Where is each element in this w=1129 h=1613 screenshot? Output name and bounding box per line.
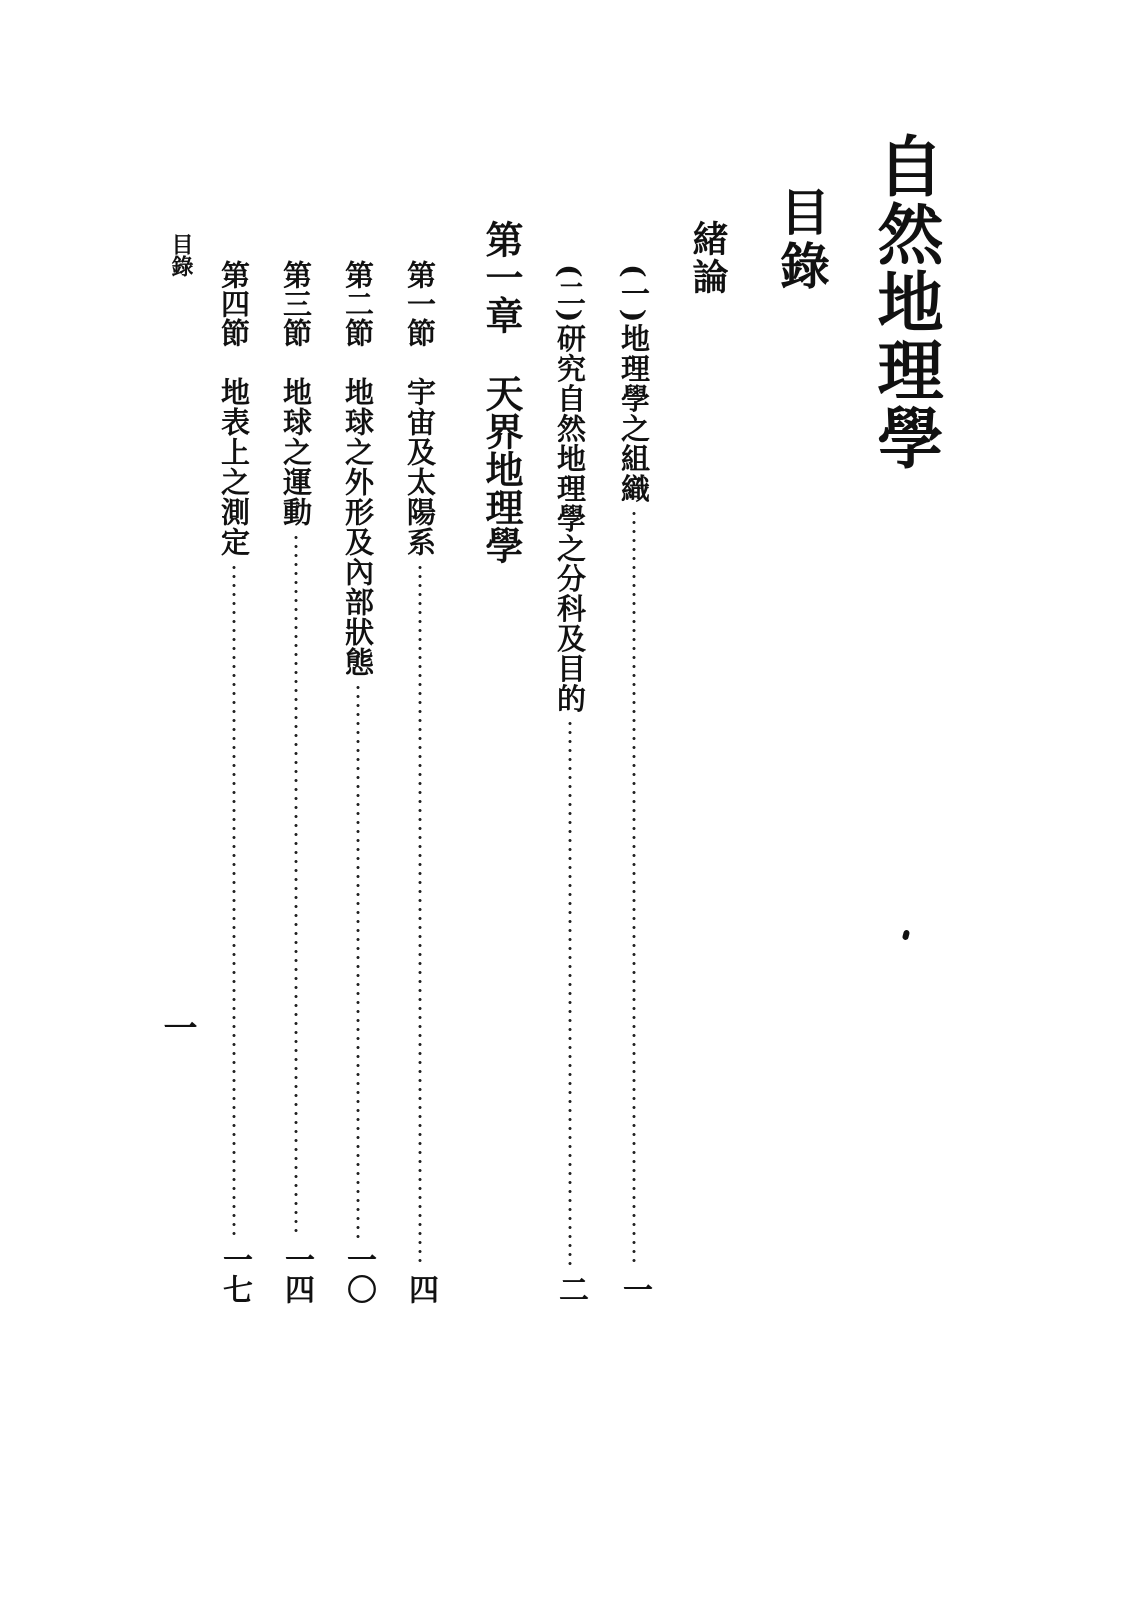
dot-leader [232, 563, 236, 1238]
toc-entry-section-2[interactable] [338, 260, 378, 1304]
section-title: 地表上之測定 [217, 377, 251, 557]
toc-entry-intro-2[interactable] [550, 264, 590, 1304]
dot-leader [632, 509, 636, 1268]
toc-entry-page: 一四 [279, 1244, 314, 1304]
chapter-title: 天界地理學 [479, 374, 524, 564]
toc-entry-page: 一七 [217, 1244, 252, 1304]
toc-heading: 目錄 [772, 186, 831, 294]
section-number: 第一節 [403, 260, 437, 347]
toc-entry-section-3[interactable] [276, 260, 316, 1304]
section-number: 第三節 [279, 260, 313, 347]
toc-entry-intro-1[interactable] [614, 264, 654, 1304]
section-title: 宇宙及太陽系 [403, 377, 437, 557]
toc-entry-section-1[interactable] [400, 260, 440, 1304]
toc-entry-page: 四 [403, 1274, 438, 1304]
section-title: 地球之外形及內部狀態 [341, 377, 375, 677]
dot-leader [294, 533, 298, 1238]
chapter-heading [479, 220, 524, 564]
section-number: 第四節 [217, 260, 251, 347]
section-title: 地球之運動 [279, 377, 313, 527]
toc-entry-label: (一)地理學之組織 [617, 264, 651, 504]
toc-entry-page: 二 [553, 1274, 588, 1304]
toc-entry-label: (二)研究自然地理學之分科及目的 [553, 264, 587, 714]
dot-leader [568, 719, 572, 1268]
running-head: 目錄 [168, 233, 194, 277]
chapter-number: 第一章 [479, 220, 524, 334]
page-number: 一 [157, 1010, 197, 1044]
section-number: 第二節 [341, 260, 375, 347]
toc-entry-section-4[interactable] [214, 260, 254, 1304]
toc-entry-page: 一 [617, 1274, 652, 1304]
dot-leader [418, 563, 422, 1268]
dot-leader [356, 683, 360, 1238]
ink-speck [902, 929, 910, 940]
toc-entry-page: 一〇 [341, 1244, 376, 1304]
intro-heading: 緒論 [687, 220, 729, 296]
book-title: 自然地理學 [866, 132, 944, 472]
